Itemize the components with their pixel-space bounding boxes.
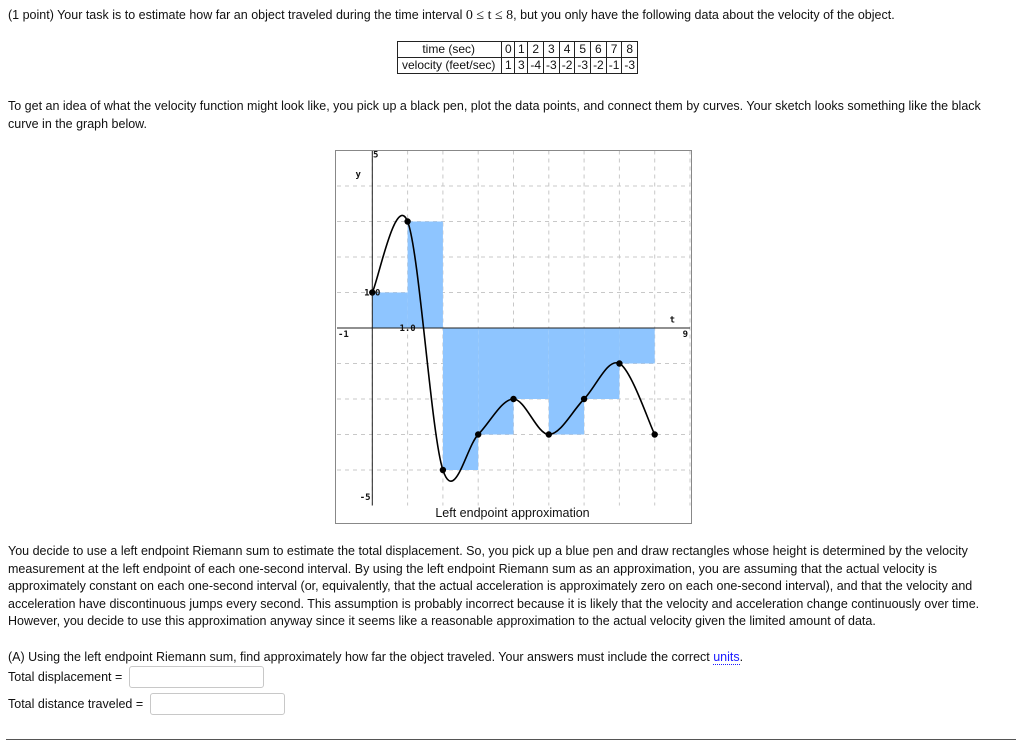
velocity-cell: 3	[515, 58, 528, 74]
intro-text: Your task is to estimate how far an object traveled during the time interval	[57, 8, 463, 22]
data-point	[510, 396, 516, 402]
velocity-cell: -1	[606, 58, 622, 74]
riemann-rectangle	[408, 222, 443, 329]
riemann-rectangle	[478, 328, 513, 435]
data-point	[440, 467, 446, 473]
distance-label: Total distance traveled =	[8, 697, 144, 711]
bottom-divider	[6, 739, 1016, 740]
y-tick-one: 1.0	[364, 288, 381, 299]
intro-tail: , but you only have the following data about the velocity of the object.	[513, 8, 895, 22]
part-a-text: (A) Using the left endpoint Riemann sum, find approximately how far the object traveled. Your answers must include the correct	[8, 650, 710, 664]
x-tick-right: 9	[682, 330, 688, 340]
time-cell: 1	[515, 42, 528, 58]
time-cell: 5	[575, 42, 591, 58]
velocity-cell: 1	[502, 58, 515, 74]
graph-axes	[337, 151, 690, 506]
y-axis-label: y	[355, 170, 361, 181]
problem-intro	[8, 6, 1016, 26]
riemann-rectangle	[514, 328, 549, 399]
time-cell: 7	[606, 42, 622, 58]
velocity-graph	[335, 150, 692, 524]
displacement-input[interactable]	[129, 666, 264, 688]
data-point	[546, 431, 552, 437]
data-point	[581, 396, 587, 402]
velocity-cell: -3	[622, 58, 638, 74]
riemann-rectangle	[549, 328, 584, 435]
time-cell: 2	[528, 42, 544, 58]
interval-math: 0 ≤ t ≤ 8	[465, 8, 514, 23]
time-row	[398, 42, 638, 58]
time-cell: 3	[544, 42, 560, 58]
velocity-cell: -3	[575, 58, 591, 74]
velocity-header: velocity (feet/sec)	[398, 58, 502, 74]
velocity-row	[398, 58, 638, 74]
velocity-cell: -3	[544, 58, 560, 74]
data-point	[404, 218, 410, 224]
explanation-paragraph: You decide to use a left endpoint Riemann sum to estimate the total displacement. So, you pick up a blue pen and draw rectangles whose height is determined by the velocity measurement at the left endpoint of each one-second interval. By using the left endpoint Riemann sum as an approximation, you are assuming that the actual velocity is approximately constant on each one-second interval (or, equivalently, that the actual acceleration is approximately zero on each one-second interval), and that the velocity and acceleration have discontinuous jumps every second. This assumption is probably incorrect because it is likely that the velocity and acceleration change continuously over time. However, you decide to use this approximation anyway since it seems like a reasonable approximation to the actual velocity given the limited amount of data.	[8, 544, 980, 628]
time-cell: 6	[591, 42, 607, 58]
data-point	[652, 431, 658, 437]
velocity-cell: -2	[559, 58, 575, 74]
y-tick-top: 5	[373, 151, 379, 161]
distance-input[interactable]	[150, 693, 285, 715]
y-tick-bottom: -5	[359, 493, 371, 504]
part-a-period: .	[739, 650, 744, 664]
data-point	[475, 431, 481, 437]
x-tick-left: -1	[338, 330, 349, 340]
sketch-paragraph: To get an idea of what the velocity function might look like, you pick up a black pen, plot the data points, and connect them by curves. Your sketch looks something like the black curve in the graph below.	[8, 99, 981, 131]
part-a-prompt	[8, 649, 1008, 667]
time-cell: 0	[502, 42, 515, 58]
units-link[interactable]: units	[713, 650, 740, 664]
t-tick-one: 1.0	[399, 324, 416, 334]
graph-canvas	[336, 151, 691, 506]
time-cell: 8	[622, 42, 638, 58]
velocity-data-table	[397, 41, 638, 74]
displacement-label: Total displacement =	[8, 670, 123, 684]
velocity-cell: -2	[591, 58, 607, 74]
data-point	[616, 360, 622, 366]
time-cell: 4	[559, 42, 575, 58]
time-header: time (sec)	[398, 42, 502, 58]
t-axis-label: t	[669, 315, 676, 326]
graph-caption: Left endpoint approximation	[435, 506, 590, 520]
riemann-rectangle	[443, 328, 478, 470]
velocity-cell: -4	[528, 58, 544, 74]
riemann-rectangle	[619, 328, 654, 364]
points-label: (1 point)	[8, 8, 54, 22]
